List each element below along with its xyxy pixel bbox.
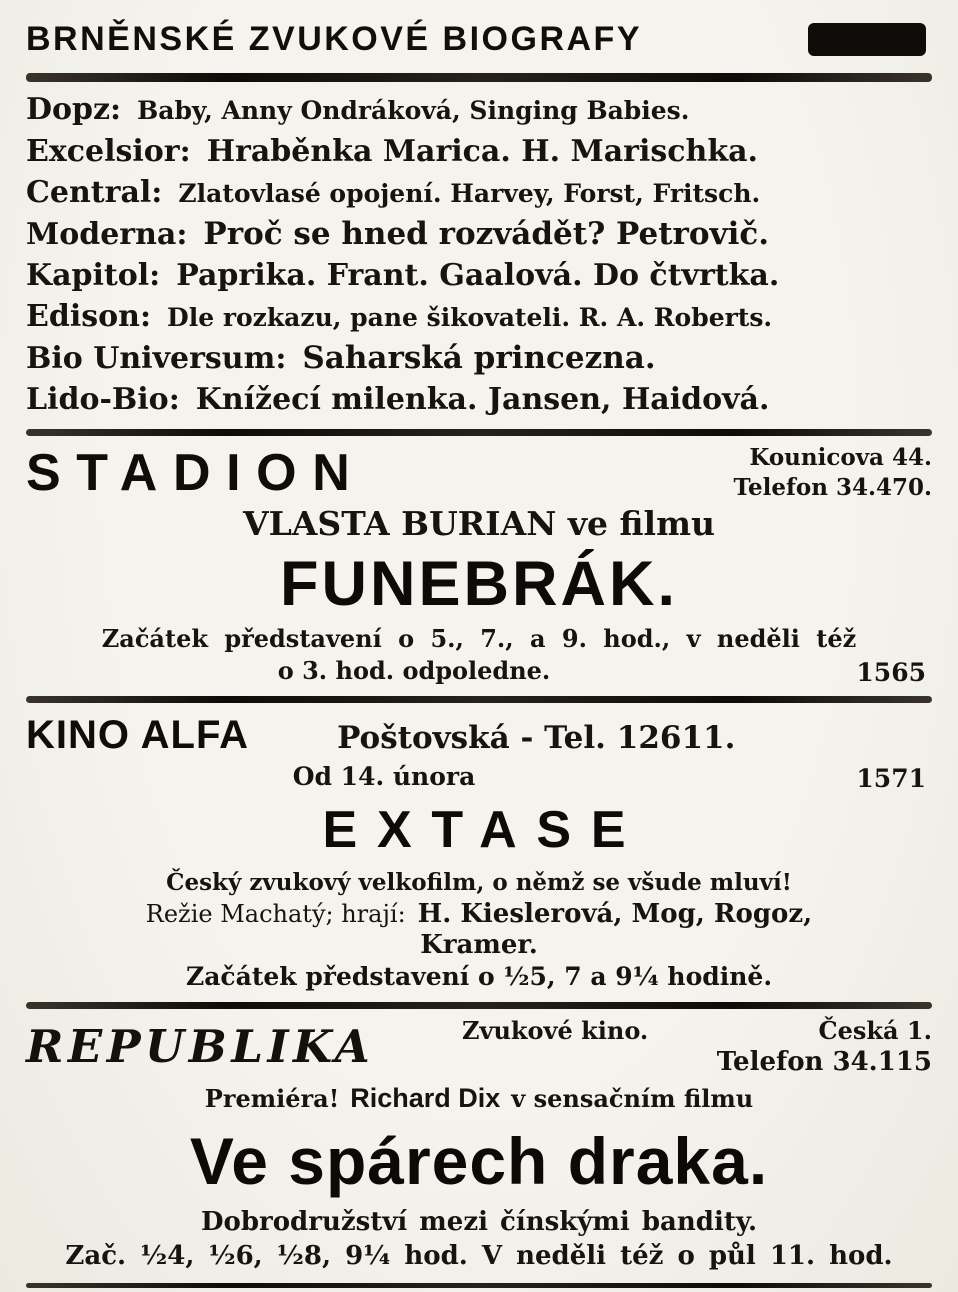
- credits-label: Režie Machatý; hrají:: [145, 900, 406, 928]
- page-title: BRNĚNSKÉ ZVUKOVÉ BIOGRAFY: [26, 19, 642, 58]
- credits-names-2: Kramer.: [420, 930, 538, 960]
- film-title: EXTASE: [322, 801, 646, 859]
- masthead: [26, 16, 932, 62]
- start-date: Od 14. února: [292, 762, 476, 791]
- listing-row: [26, 338, 932, 379]
- credits-line: [26, 898, 932, 931]
- cinema-title: REPUBLIKA: [26, 1020, 375, 1073]
- separator-rule: [26, 429, 932, 436]
- showtimes-line2: o 3. hod. odpoledne.: [277, 656, 551, 685]
- cinema-name: Excelsior:: [26, 134, 191, 169]
- cinema-name: Lido-Bio:: [26, 382, 180, 417]
- stadion-contact: [734, 443, 932, 503]
- cinema-title: STADION: [26, 444, 366, 502]
- premiere-line: [26, 1080, 932, 1117]
- republika-contact: [462, 1016, 932, 1078]
- alfa-header: [26, 710, 932, 760]
- ad-stadion: [26, 443, 932, 687]
- cinema-title: KINO ALFA: [26, 713, 250, 757]
- film-title: FUNEBRÁK.: [280, 549, 678, 619]
- listing-row: [26, 296, 932, 338]
- listing-row: [26, 131, 932, 172]
- date-row: [26, 760, 932, 793]
- listing-row: [26, 89, 932, 131]
- address: Poštovská - Tel. 12611.: [337, 720, 736, 756]
- cinema-name: Moderna:: [26, 217, 188, 252]
- cinema-name: Dopz:: [26, 92, 122, 127]
- film-info: Hraběnka Marica. H. Marischka.: [206, 134, 758, 169]
- listing-row: [26, 255, 932, 296]
- separator-rule: [26, 696, 932, 703]
- phone: Telefon 34.470.: [733, 474, 932, 501]
- star-line: VLASTA BURIAN ve filmu: [243, 504, 715, 543]
- separator-rule: [26, 73, 932, 82]
- film-info: Knížecí milenka. Jansen, Haidová.: [195, 382, 770, 417]
- film-info: Dle rozkazu, pane šikovateli. R. A. Roberts.: [167, 303, 773, 332]
- film-info: Proč se hned rozvádět? Petrovič.: [203, 216, 770, 252]
- cinema-listings: [26, 89, 932, 420]
- film-title: Ve spárech draka.: [189, 1124, 769, 1198]
- cinema-name: Central:: [26, 175, 163, 210]
- showtimes-line1: Začátek představení o 5., 7., a 9. hod., v neděli též: [101, 624, 857, 653]
- showtimes: Začátek představení o ½5, 7 a 9¼ hodině.: [185, 962, 773, 991]
- separator-rule: [26, 1002, 932, 1009]
- stadion-header: [26, 443, 932, 503]
- premiere-rest: v sensačním filmu: [511, 1084, 754, 1113]
- film-tagline: Dobrodružství mezi čínskými bandity.: [200, 1207, 758, 1237]
- listing-row: [26, 214, 932, 255]
- cinema-kind: Zvukové kino.: [462, 1016, 649, 1045]
- ad-number: 1565: [856, 658, 926, 687]
- credits-names: H. Kieslerová, Mog, Rogoz,: [417, 899, 813, 929]
- star-name: Richard Dix: [350, 1083, 501, 1113]
- film-info: Saharská princezna.: [302, 340, 656, 376]
- cinema-name: Kapitol:: [26, 258, 161, 293]
- cinema-name: Bio Universum:: [26, 341, 287, 376]
- listing-row: [26, 172, 932, 214]
- address: Česká 1.: [818, 1016, 932, 1045]
- separator-rule: [26, 1283, 932, 1288]
- film-tagline: Český zvukový velkofilm, o němž se všude mluví!: [166, 869, 792, 896]
- film-info: Paprika. Frant. Gaalová. Do čtvrtka.: [176, 258, 780, 293]
- republika-header: [26, 1016, 932, 1078]
- address: Kounicova 44.: [749, 444, 932, 471]
- phone: Telefon 34.115: [716, 1047, 932, 1077]
- showtimes: Zač. ½4, ½6, ½8, 9¼ hod. V neděli též o půl 11. hod.: [65, 1241, 893, 1271]
- showtimes-line2-row: [26, 655, 932, 687]
- film-info: Baby, Anny Ondráková, Singing Babies.: [137, 96, 690, 125]
- ad-kino-alfa: [26, 710, 932, 993]
- contact-line1: [462, 1016, 932, 1046]
- premiere-label: Premiéra!: [204, 1084, 340, 1113]
- listing-row: [26, 379, 932, 420]
- cinema-name: Edison:: [26, 299, 152, 334]
- film-info: Zlatovlasé opojení. Harvey, Forst, Fritsch.: [178, 179, 761, 208]
- ad-republika: [26, 1016, 932, 1274]
- ad-number: 1571: [856, 764, 926, 793]
- ink-block-icon: [808, 23, 926, 56]
